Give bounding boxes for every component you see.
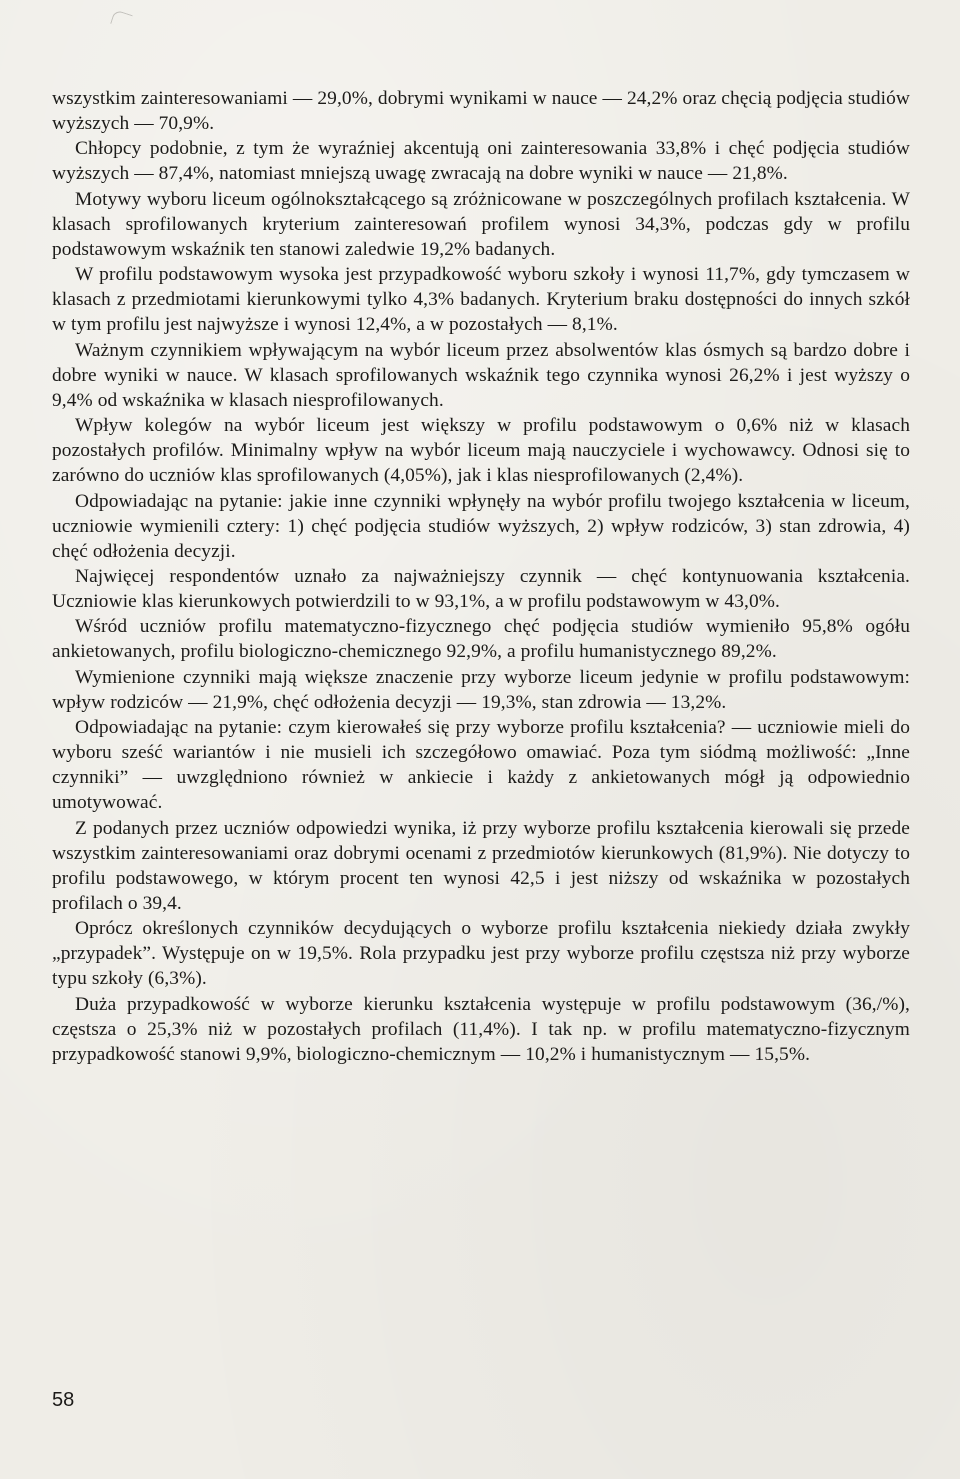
body-text xyxy=(52,86,910,1067)
page-corner-mark xyxy=(110,9,133,29)
paragraph: Odpowiadając na pytanie: czym kierowałeś się przy wyborze profilu kształcenia? — uczniowie mieli do wyboru sześć wariantów i nie musieli ich szczegółowo omawiać. Poza tym siódmą możliwość: „Inne czynniki” — uwzględniono również w ankiecie i każdy z ankietowanych mógł ją odpowiednio umotywować. xyxy=(52,716,910,814)
paragraph: Ważnym czynnikiem wpływającym na wybór liceum przez absolwentów klas ósmych są bardzo dobre i dobre wyniki w nauce. W klasach sprofilowanych wskaźnik tego czynnika wynosi 26,2% i jest wyższy o 9,4% od wskaźnika w klasach niesprofilowanych. xyxy=(52,339,910,411)
paragraph: Wymienione czynniki mają większe znaczenie przy wyborze liceum jedynie w profilu podstawowym: wpływ rodziców — 21,9%, chęć odłożenia decyzji — 19,3%, stan zdrowia — 13,2%. xyxy=(52,666,910,713)
paragraph: W profilu podstawowym wysoka jest przypadkowość wyboru szkoły i wynosi 11,7%, gdy tymczasem w klasach z przedmiotami kierunkowymi tylko 4,3% badanych. Kryterium braku dostępności do innych szkół w tym profilu jest najwyższe i wynosi 12,4%, a w pozostałych — 8,1%. xyxy=(52,264,910,336)
paragraph: Odpowiadając na pytanie: jakie inne czynniki wpłynęły na wybór profilu twojego kształcenia w liceum, uczniowie wymienili cztery: 1) chęć podjęcia studiów wyższych, 2) wpływ rodziców, 3) stan zdrowia, 4) chęć odłożenia decyzji. xyxy=(52,490,910,562)
paragraph: Chłopcy podobnie, z tym że wyraźniej akcentują oni zainteresowania 33,8% i chęć podjęcia studiów wyższych — 87,4%, natomiast mniejszą uwagę zwracają na dobre wyniki w nauce — 21,8%. xyxy=(52,138,910,185)
paragraph: Duża przypadkowość w wyborze kierunku kształcenia występuje w profilu podstawowym (36,/%), częstsza o 25,3% niż w pozostałych profilach (11,4%). I tak np. w profilu matematyczno-fizycznym przypadkowość stanowi 9,9%, biologiczno-chemicznym — 10,2% i humanistycznym — 15,5%. xyxy=(52,993,910,1065)
paragraph: Motywy wyboru liceum ogólnokształcącego są zróżnicowane w poszczególnych profilach kształcenia. W klasach sprofilowanych kryterium zainteresowań profilem wynosi 34,3%, podczas gdy w profilu podstawowym wskaźnik ten stanowi zaledwie 19,2% badanych. xyxy=(52,188,910,260)
paragraph: wszystkim zainteresowaniami — 29,0%, dobrymi wynikami w nauce — 24,2% oraz chęcią podjęcia studiów wyższych — 70,9%. xyxy=(52,88,910,135)
paragraph: Wśród uczniów profilu matematyczno-fizycznego chęć podjęcia studiów wymieniło 95,8% ogółu ankietowanych, profilu biologiczno-chemicznego 92,9%, a profilu humanistycznego 89,2%. xyxy=(52,616,910,663)
paragraph: Oprócz określonych czynników decydujących o wyborze profilu kształcenia niekiedy działa zwykły „przypadek”. Występuje on w 19,5%. Rola przypadku jest przy wyborze profilu częstsza niż przy wyborze typu szkoły (6,3%). xyxy=(52,918,910,990)
paragraph: Wpływ kolegów na wybór liceum jest większy w profilu podstawowym o 0,6% niż w klasach pozostałych profilów. Minimalny wpływ na wybór liceum mają nauczyciele i wychowawcy. Odnosi się to zarówno do uczniów klas sprofilowanych (4,05%), jak i klas niesprofilowanych (2,4%). xyxy=(52,415,910,487)
page-number: 58 xyxy=(52,1389,75,1411)
paragraph: Najwięcej respondentów uznało za najważniejszy czynnik — chęć kontynuowania kształcenia. Uczniowie klas kierunkowych potwierdzili to w 93,1%, a w profilu podstawowym w 43,0%. xyxy=(52,565,910,613)
paragraph: Z podanych przez uczniów odpowiedzi wynika, iż przy wyborze profilu kształcenia kierowali się przede wszystkim zainteresowaniami oraz dobrymi ocenami z przedmiotów kierunkowych (81,9%). Nie dotyczy to profilu podstawowego, w którym procent ten wynosi 42,5 i jest niższy od wskaźnika w pozostałych profilach o 39,4. xyxy=(52,817,910,914)
